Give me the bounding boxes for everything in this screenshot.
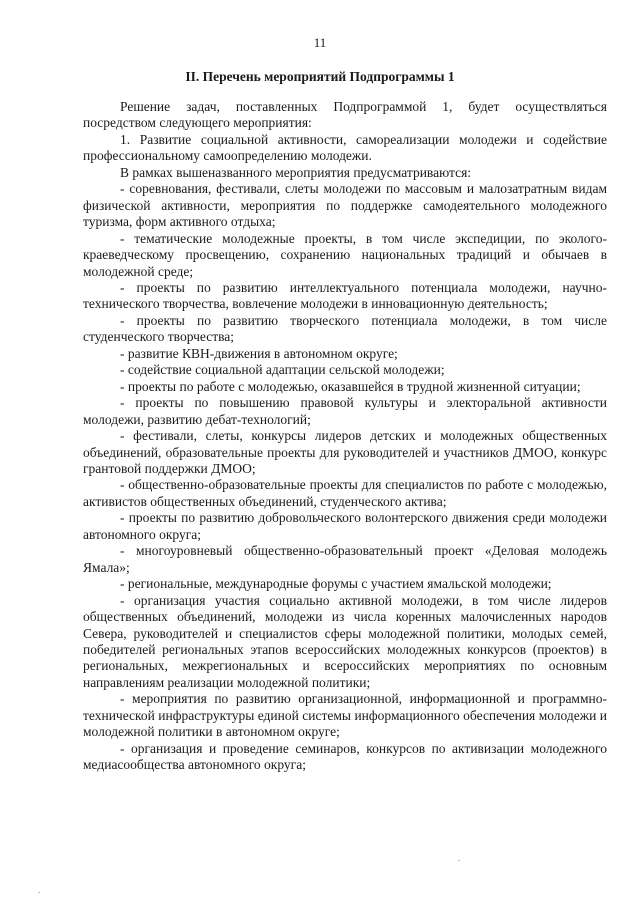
- list-item: - содействие социальной адаптации сельской молодежи;: [120, 362, 445, 378]
- list-item: - организация и проведение семинаров, конкурсов по активизации молодежного медиасообщества автономного округа;: [83, 740, 607, 773]
- list-item: - развитие КВН-движения в автономном округе;: [120, 345, 398, 361]
- body-text: [83, 99, 607, 774]
- paragraph-intro: Решение задач, поставленных Подпрограммой 1, будет осуществляться посредством следующего мероприятия:: [83, 99, 607, 131]
- list-item: - общественно-образовательные проекты для специалистов по работе с молодежью, активистов общественных объединений, студенческого актива;: [83, 477, 607, 509]
- list-item: - региональные, международные форумы с участием ямальской молодежи;: [120, 576, 552, 592]
- list-item: - проекты по развитию интеллектуального потенциала молодежи, научно-технического творчества, вовлечение молодежи в инновационную деятельность;: [83, 279, 607, 312]
- list-item: - проекты по повышению правовой культуры и электоральной активности молодежи, развитию дебат-технологий;: [83, 395, 607, 427]
- scan-speck: [38, 892, 40, 893]
- list-item: - проекты по развитию добровольческого волонтерского движения среди молодежи автономного округа;: [83, 510, 607, 542]
- page-number: 11: [313, 35, 327, 50]
- list-item: - тематические молодежные проекты, в том числе экспедиции, по эколого-краеведческому просвещению, сохранению национальных традиций и обычаев в молодежной среде;: [83, 230, 607, 279]
- paragraph-provisions-heading: В рамках вышеназванного мероприятия предусматриваются:: [120, 164, 472, 180]
- paragraph-measure-1: 1. Развитие социальной активности, самореализации молодежи и содействие профессиональному самоопределению молодежи.: [83, 131, 607, 164]
- list-item: - многоуровневый общественно-образовательный проект «Деловая молодежь Ямала»;: [83, 543, 607, 575]
- scan-speck: [458, 860, 460, 861]
- section-title: II. Перечень мероприятий Подпрограммы 1: [185, 69, 455, 84]
- list-item: - фестивали, слеты, конкурсы лидеров детских и молодежных общественных объединений, образовательные проекты для руководителей и участников ДМОО, конкурс грантовой поддержки ДМОО;: [83, 428, 607, 476]
- list-item: - мероприятия по развитию организационной, информационной и программно-технической инфраструктуры единой системы информационного обеспечения молодежи и молодежной политики в автономном округе;: [83, 691, 607, 740]
- list-item: - проекты по развитию творческого потенциала молодежи, в том числе студенческого творчества;: [83, 312, 607, 345]
- list-item: - проекты по работе с молодежью, оказавшейся в трудной жизненной ситуации;: [120, 378, 581, 394]
- list-item: - организация участия социально активной молодежи, в том числе лидеров общественных объединений, молодежи из числа коренных малочисленных народов Севера, руководителей и специалистов сферы молодежной политики, молодых семей, победителей региональных этапов всероссийских молодежных конкурсов (проектов) в региональных, межрегиональных и всероссийских мероприятиях по основным направлениям реализации молодежной политики;: [83, 592, 607, 690]
- list-item: - соревнования, фестивали, слеты молодежи по массовым и малозатратным видам физической активности, мероприятия по поддержке самодеятельного молодежного туризма, форм активного отдыха;: [83, 181, 607, 230]
